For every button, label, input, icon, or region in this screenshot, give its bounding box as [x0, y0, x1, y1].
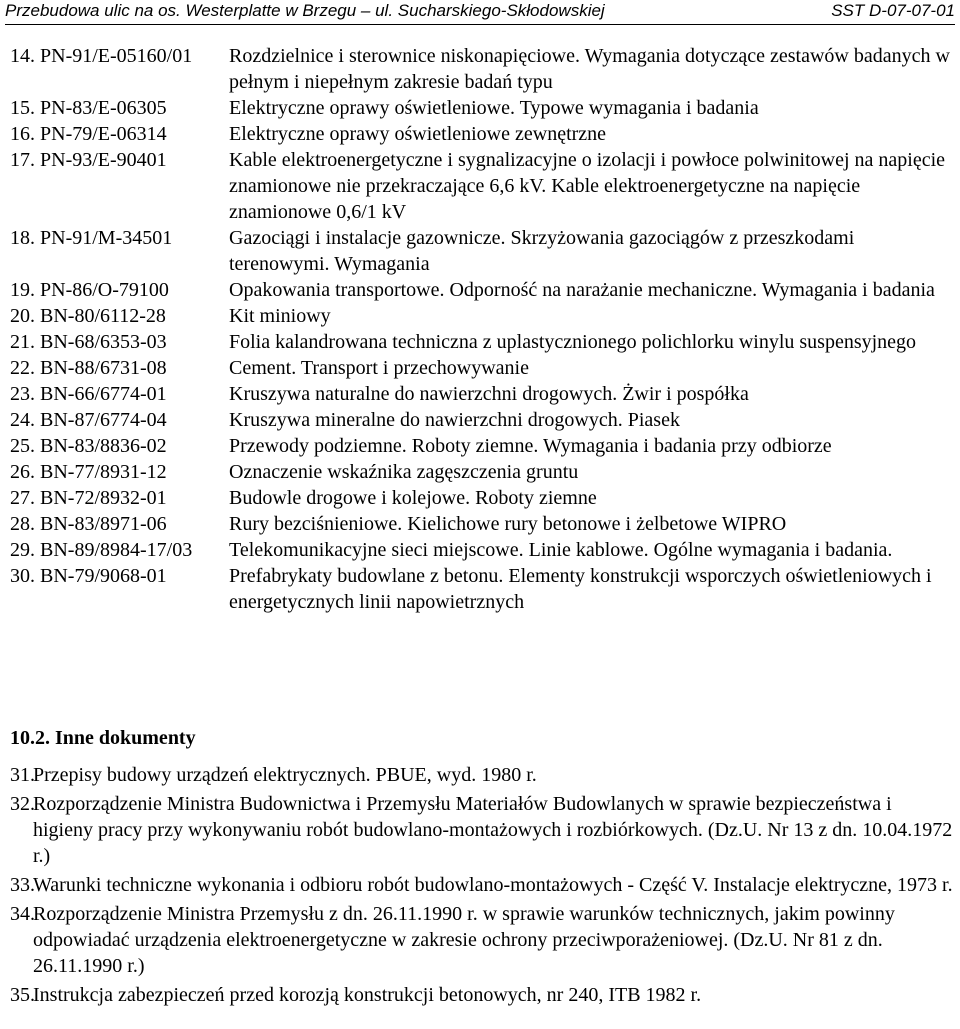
list-item	[10, 355, 955, 381]
standard-title: Folia kalandrowana techniczna z uplastycznionego polichlorku winylu suspensyjnego	[229, 331, 917, 353]
list-item	[10, 95, 955, 121]
standard-title: Gazociągi i instalacje gazownicze. Skrzyżowania gazociągów z przeszkodami terenowymi. Wymagania	[229, 227, 855, 275]
document-title: Rozporządzenie Ministra Przemysłu z dn. 26.11.1990 r. w sprawie warunków technicznych, jakim powinny odpowiadać urządzenia elektroenergetyczne w zakresie ochrony przeciwporażeniowej. (Dz.U. Nr 81 z dn. 26.11.1990 r.)	[33, 903, 895, 977]
list-item	[10, 872, 955, 898]
standard-title: Kruszywa naturalne do nawierzchni drogowych. Żwir i pospółka	[229, 383, 749, 405]
standard-title: Elektryczne oprawy oświetleniowe zewnętrzne	[229, 123, 607, 145]
item-number: 32.	[10, 793, 35, 815]
header-project-title: Przebudowa ulic na os. Westerplatte w Brzegu – ul. Sucharskiego-Skłodowskiej	[5, 1, 605, 20]
standard-code: 25. BN-83/8836-02	[10, 435, 167, 457]
standard-title: Rozdzielnice i sterownice niskonapięciowe. Wymagania dotyczące zestawów badanych w pełnym i niepełnym zakresie badań typu	[229, 45, 950, 93]
standard-title: Kit miniowy	[229, 305, 331, 327]
standard-code: 28. BN-83/8971-06	[10, 513, 167, 535]
item-number: 33.	[10, 874, 35, 896]
item-number: 34.	[10, 903, 35, 925]
list-item	[10, 511, 955, 537]
section-heading: 10.2. Inne dokumenty	[10, 727, 196, 749]
standard-code: 22. BN-88/6731-08	[10, 357, 167, 379]
standard-code: 20. BN-80/6112-28	[10, 305, 166, 327]
standard-code: 16. PN-79/E-06314	[10, 123, 167, 145]
standard-title: Budowle drogowe i kolejowe. Roboty ziemne	[229, 487, 597, 509]
standard-title: Kruszywa mineralne do nawierzchni drogowych. Piasek	[229, 409, 680, 431]
list-item	[10, 121, 955, 147]
list-item	[10, 485, 955, 511]
list-item	[10, 43, 955, 95]
standard-code: 18. PN-91/M-34501	[10, 227, 173, 249]
list-item	[10, 982, 955, 1008]
standard-code: 27. BN-72/8932-01	[10, 487, 167, 509]
list-item	[10, 407, 955, 433]
standard-title: Cement. Transport i przechowywanie	[229, 357, 529, 379]
standard-code: 15. PN-83/E-06305	[10, 97, 167, 119]
list-item	[10, 791, 955, 869]
standard-code: 30. BN-79/9068-01	[10, 565, 167, 587]
standard-title: Oznaczenie wskaźnika zagęszczenia gruntu	[229, 461, 579, 483]
document-title: Rozporządzenie Ministra Budownictwa i Przemysłu Materiałów Budowlanych w sprawie bezpieczeństwa i higieny pracy przy wykonywaniu robót budowlano-montażowych i rozbiórkowych. (Dz.U. Nr 13 z dn. 10.04.1972 r.)	[33, 793, 953, 867]
list-item	[10, 225, 955, 277]
standard-code: 23. BN-66/6774-01	[10, 383, 167, 405]
standard-code: 19. PN-86/O-79100	[10, 279, 169, 301]
standard-code: 17. PN-93/E-90401	[10, 149, 167, 171]
standard-code: 29. BN-89/8984-17/03	[10, 539, 193, 561]
item-number: 31.	[10, 764, 35, 786]
list-item	[10, 563, 955, 615]
document-title: Instrukcja zabezpieczeń przed korozją konstrukcji betonowych, nr 240, ITB 1982 r.	[33, 984, 702, 1006]
standard-code: 21. BN-68/6353-03	[10, 331, 167, 353]
list-item	[10, 433, 955, 459]
list-item	[10, 277, 955, 303]
standards-list	[10, 43, 955, 615]
standard-code: 24. BN-87/6774-04	[10, 409, 167, 431]
standard-title: Telekomunikacyjne sieci miejscowe. Linie kablowe. Ogólne wymagania i badania.	[229, 539, 893, 561]
document-title: Warunki techniczne wykonania i odbioru robót budowlano-montażowych - Część V. Instalacje elektryczne, 1973 r.	[33, 874, 953, 896]
page-header	[5, 0, 955, 25]
list-item	[10, 329, 955, 355]
list-item	[10, 303, 955, 329]
list-item	[10, 537, 955, 563]
standard-title: Elektryczne oprawy oświetleniowe. Typowe wymagania i badania	[229, 97, 759, 119]
documents-list	[10, 762, 955, 1011]
document-title: Przepisy budowy urządzeń elektrycznych. PBUE, wyd. 1980 r.	[33, 764, 537, 786]
standard-title: Rury bezciśnieniowe. Kielichowe rury betonowe i żelbetowe WIPRO	[229, 513, 787, 535]
item-number: 35.	[10, 984, 35, 1006]
list-item	[10, 381, 955, 407]
list-item	[10, 459, 955, 485]
standard-code: 26. BN-77/8931-12	[10, 461, 167, 483]
standard-code: 14. PN-91/E-05160/01	[10, 45, 193, 67]
list-item	[10, 147, 955, 225]
header-spec-code: SST D-07-07-01	[831, 1, 955, 20]
standard-title: Kable elektroenergetyczne i sygnalizacyjne o izolacji i powłoce polwinitowej na napięcie znamionowe nie przekraczające 6,6 kV. Kable elektroenergetyczne na napięcie znamionowe 0,6/1 kV	[229, 149, 946, 223]
standard-title: Prefabrykaty budowlane z betonu. Elementy konstrukcji wsporczych oświetleniowych i energetycznych linii napowietrznych	[229, 565, 932, 613]
list-item	[10, 901, 955, 979]
list-item	[10, 762, 955, 788]
standard-title: Opakowania transportowe. Odporność na narażanie mechaniczne. Wymagania i badania	[229, 279, 935, 301]
standard-title: Przewody podziemne. Roboty ziemne. Wymagania i badania przy odbiorze	[229, 435, 832, 457]
